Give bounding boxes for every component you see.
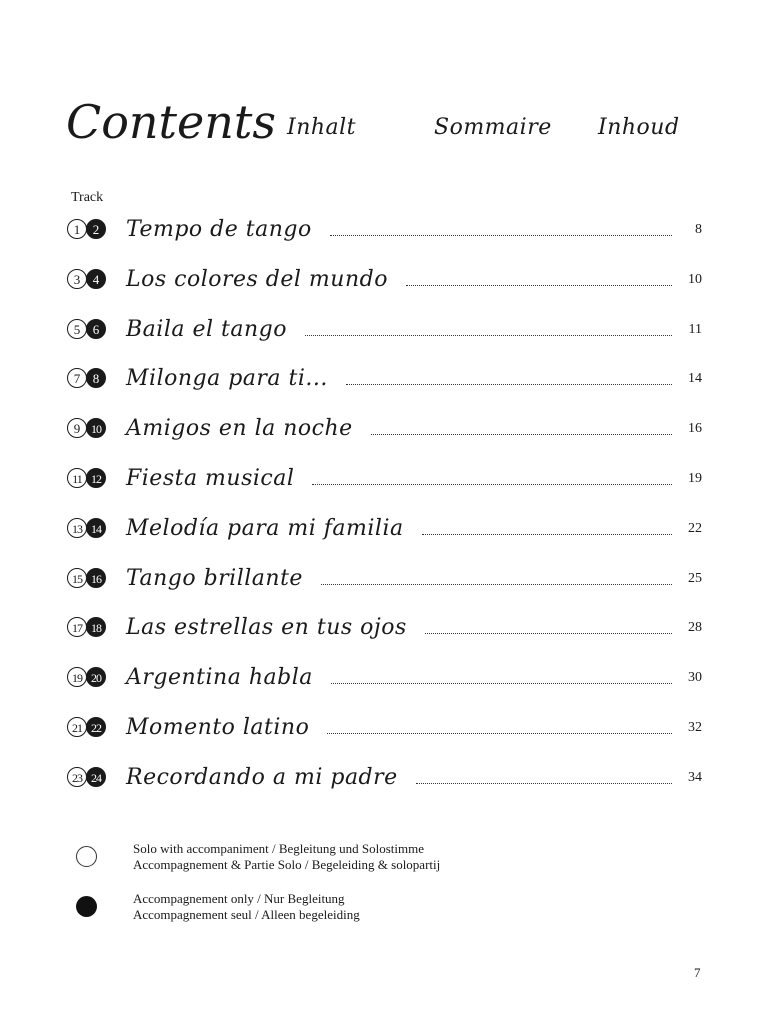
solo-track-number: 5 — [67, 319, 87, 339]
song-title: Baila el tango — [126, 317, 287, 342]
title-german: Inhalt — [287, 115, 357, 140]
dot-leader — [305, 335, 672, 336]
page-reference: 10 — [688, 272, 702, 287]
song-title: Las estrellas en tus ojos — [126, 615, 407, 640]
song-title: Tempo de tango — [126, 217, 312, 242]
song-title: Momento latino — [126, 715, 310, 740]
toc-entry — [0, 313, 772, 347]
page-reference: 19 — [688, 471, 702, 486]
legend-acc-line-2: Accompagnement seul / Alleen begeleiding — [133, 907, 360, 922]
legend-acc-line-1: Accompagnement only / Nur Begleitung — [133, 891, 345, 906]
solo-track-number: 11 — [67, 468, 87, 488]
toc-entry — [0, 462, 772, 496]
accompaniment-track-number: 16 — [86, 568, 106, 588]
track-badges — [67, 319, 111, 341]
accompaniment-track-number: 8 — [86, 368, 106, 388]
song-title: Fiesta musical — [126, 466, 295, 491]
solo-track-number: 1 — [67, 219, 87, 239]
title-french: Sommaire — [434, 115, 552, 140]
solo-track-number: 19 — [67, 667, 87, 687]
track-badges — [67, 418, 111, 440]
accompaniment-track-number: 10 — [86, 418, 106, 438]
page-reference: 22 — [688, 521, 702, 536]
accompaniment-track-number: 20 — [86, 667, 106, 687]
song-title: Melodía para mi familia — [126, 516, 404, 541]
legend-solo-line-2: Accompagnement & Partie Solo / Begeleiding & solopartij — [133, 857, 441, 872]
track-badges — [67, 518, 111, 540]
solo-track-number: 23 — [67, 767, 87, 787]
page-reference: 25 — [688, 571, 702, 586]
accompaniment-track-number: 24 — [86, 767, 106, 787]
accompaniment-track-number: 6 — [86, 319, 106, 339]
song-title: Tango brillante — [126, 566, 303, 591]
dot-leader — [422, 534, 672, 535]
page-reference: 11 — [688, 322, 702, 337]
toc-entry — [0, 263, 772, 297]
track-badges — [67, 667, 111, 689]
solo-track-number: 7 — [67, 368, 87, 388]
solo-track-number: 3 — [67, 269, 87, 289]
track-badges — [67, 767, 111, 789]
song-title: Los colores del mundo — [126, 267, 388, 292]
toc-entry — [0, 412, 772, 446]
page-reference: 32 — [688, 720, 702, 735]
accompaniment-track-number: 4 — [86, 269, 106, 289]
track-badges — [67, 717, 111, 739]
page-reference: 34 — [688, 770, 702, 785]
open-circle-icon — [76, 846, 97, 867]
song-title: Recordando a mi padre — [126, 765, 398, 790]
dot-leader — [330, 235, 672, 236]
page-title: Contents — [66, 95, 276, 149]
toc-entry — [0, 611, 772, 645]
page-reference: 8 — [695, 222, 702, 237]
dot-leader — [331, 683, 672, 684]
legend-solo-line-1: Solo with accompaniment / Begleitung und Solostimme — [133, 841, 425, 856]
solo-track-number: 13 — [67, 518, 87, 538]
page-number: 7 — [694, 965, 701, 980]
accompaniment-track-number: 12 — [86, 468, 106, 488]
page-reference: 14 — [688, 371, 702, 386]
dot-leader — [327, 733, 672, 734]
song-title: Milonga para ti... — [126, 366, 328, 391]
track-badges — [67, 219, 111, 241]
solo-track-number: 21 — [67, 717, 87, 737]
page-reference: 28 — [688, 620, 702, 635]
page-reference: 30 — [688, 670, 702, 685]
track-badges — [67, 368, 111, 390]
track-column-label: Track — [71, 190, 104, 205]
solo-track-number: 17 — [67, 617, 87, 637]
dot-leader — [371, 434, 672, 435]
dot-leader — [312, 484, 672, 485]
track-badges — [67, 269, 111, 291]
toc-entry — [0, 761, 772, 795]
dot-leader — [346, 384, 672, 385]
solo-track-number: 9 — [67, 418, 87, 438]
toc-entry — [0, 512, 772, 546]
dot-leader — [406, 285, 672, 286]
accompaniment-track-number: 14 — [86, 518, 106, 538]
dot-leader — [416, 783, 672, 784]
toc-entry — [0, 362, 772, 396]
page-reference: 16 — [688, 421, 702, 436]
track-badges — [67, 617, 111, 639]
contents-header — [0, 0, 772, 170]
title-dutch: Inhoud — [598, 115, 680, 140]
track-badges — [67, 568, 111, 590]
toc-entry — [0, 213, 772, 247]
song-title: Amigos en la noche — [126, 416, 353, 441]
accompaniment-track-number: 18 — [86, 617, 106, 637]
toc-entry — [0, 711, 772, 745]
accompaniment-track-number: 2 — [86, 219, 106, 239]
dot-leader — [425, 633, 672, 634]
dot-leader — [321, 584, 672, 585]
accompaniment-track-number: 22 — [86, 717, 106, 737]
track-badges — [67, 468, 111, 490]
toc-entry — [0, 661, 772, 695]
solo-track-number: 15 — [67, 568, 87, 588]
toc-entry — [0, 562, 772, 596]
song-title: Argentina habla — [126, 665, 313, 690]
filled-circle-icon — [76, 896, 97, 917]
